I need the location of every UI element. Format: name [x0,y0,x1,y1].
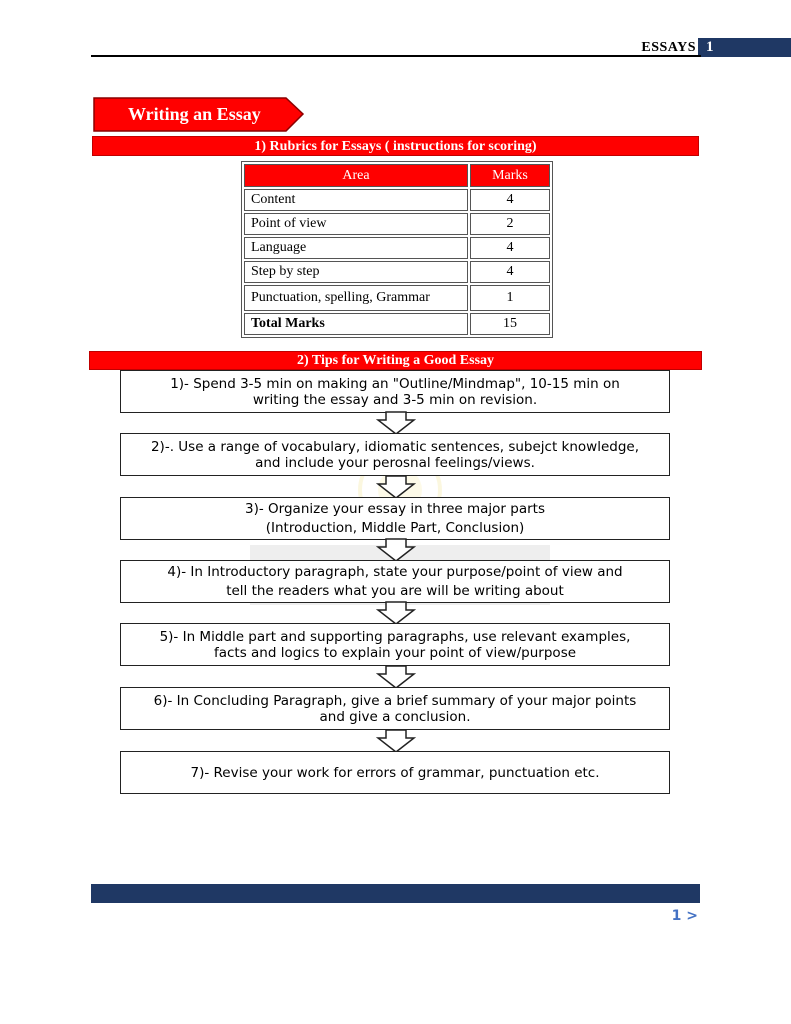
down-arrow-icon [376,665,416,689]
rubrics-heading: 1) Rubrics for Essays ( instructions for scoring) [92,136,699,156]
footer-page-link[interactable]: 1 > [671,908,698,924]
down-arrow-icon [376,729,416,753]
down-arrow-icon [376,411,416,435]
area-cell: Punctuation, spelling, Grammar [244,285,468,311]
footer-bar [91,884,700,903]
down-arrow-icon [376,601,416,625]
total-label: Total Marks [244,313,468,335]
column-header-marks: Marks [470,164,550,187]
tip-step-1-line1: 1)- Spend 3-5 min on making an "Outline/Mindmap", 10-15 min on [170,375,620,392]
tip-step-2-line1: 2)-. Use a range of vocabulary, idiomatic sentences, subejct knowledge, [150,438,640,455]
tip-step-6-line2: and give a conclusion. [319,708,471,725]
column-header-area: Area [244,164,468,187]
marks-cell: 4 [470,261,550,283]
table-row [244,261,550,283]
tip-step-3 [120,497,670,540]
marks-cell: 2 [470,213,550,235]
tips-heading: 2) Tips for Writing a Good Essay [89,351,702,370]
tip-step-4-line2: tell the readers what you are will be writing about [226,582,564,599]
tip-step-3-line2: (Introduction, Middle Part, Conclusion) [265,519,525,536]
total-row [244,313,550,335]
marks-cell: 4 [470,189,550,211]
tip-step-5-line2: facts and logics to explain your point of view/purpose [213,644,577,661]
table-header-row [244,164,550,187]
area-cell: Step by step [244,261,468,283]
tip-step-7-line1: 7)- Revise your work for errors of grammar, punctuation etc. [190,764,600,781]
table-row [244,189,550,211]
header-title: ESSAYS [641,40,696,55]
header-page-number: 1 [706,39,714,55]
area-cell: Point of view [244,213,468,235]
table-row [244,285,550,311]
tip-step-7 [120,751,670,794]
tip-step-5 [120,623,670,666]
tip-step-2-line2: and include your perosnal feelings/views. [255,454,535,471]
tip-step-6 [120,687,670,730]
total-value: 15 [470,313,550,335]
tip-step-1 [120,370,670,413]
table-row [244,213,550,235]
area-cell: Content [244,189,468,211]
tip-step-2 [120,433,670,476]
tip-step-4 [120,560,670,603]
tip-step-1-line2: writing the essay and 3-5 min on revision. [252,391,538,408]
down-arrow-icon [376,538,416,562]
title-banner-text: Writing an Essay [128,104,261,124]
rubric-table [241,161,553,338]
area-cell: Language [244,237,468,259]
tip-step-3-line1: 3)- Organize your essay in three major parts [245,500,545,517]
tip-step-5-line1: 5)- In Middle part and supporting paragraphs, use relevant examples, [159,628,631,645]
marks-cell: 4 [470,237,550,259]
header-rule [91,55,701,57]
tip-step-6-line1: 6)- In Concluding Paragraph, give a brief summary of your major points [153,692,637,709]
marks-cell: 1 [470,285,550,311]
table-row [244,237,550,259]
tip-step-4-line1: 4)- In Introductory paragraph, state your purpose/point of view and [167,563,623,580]
down-arrow-icon [376,475,416,499]
